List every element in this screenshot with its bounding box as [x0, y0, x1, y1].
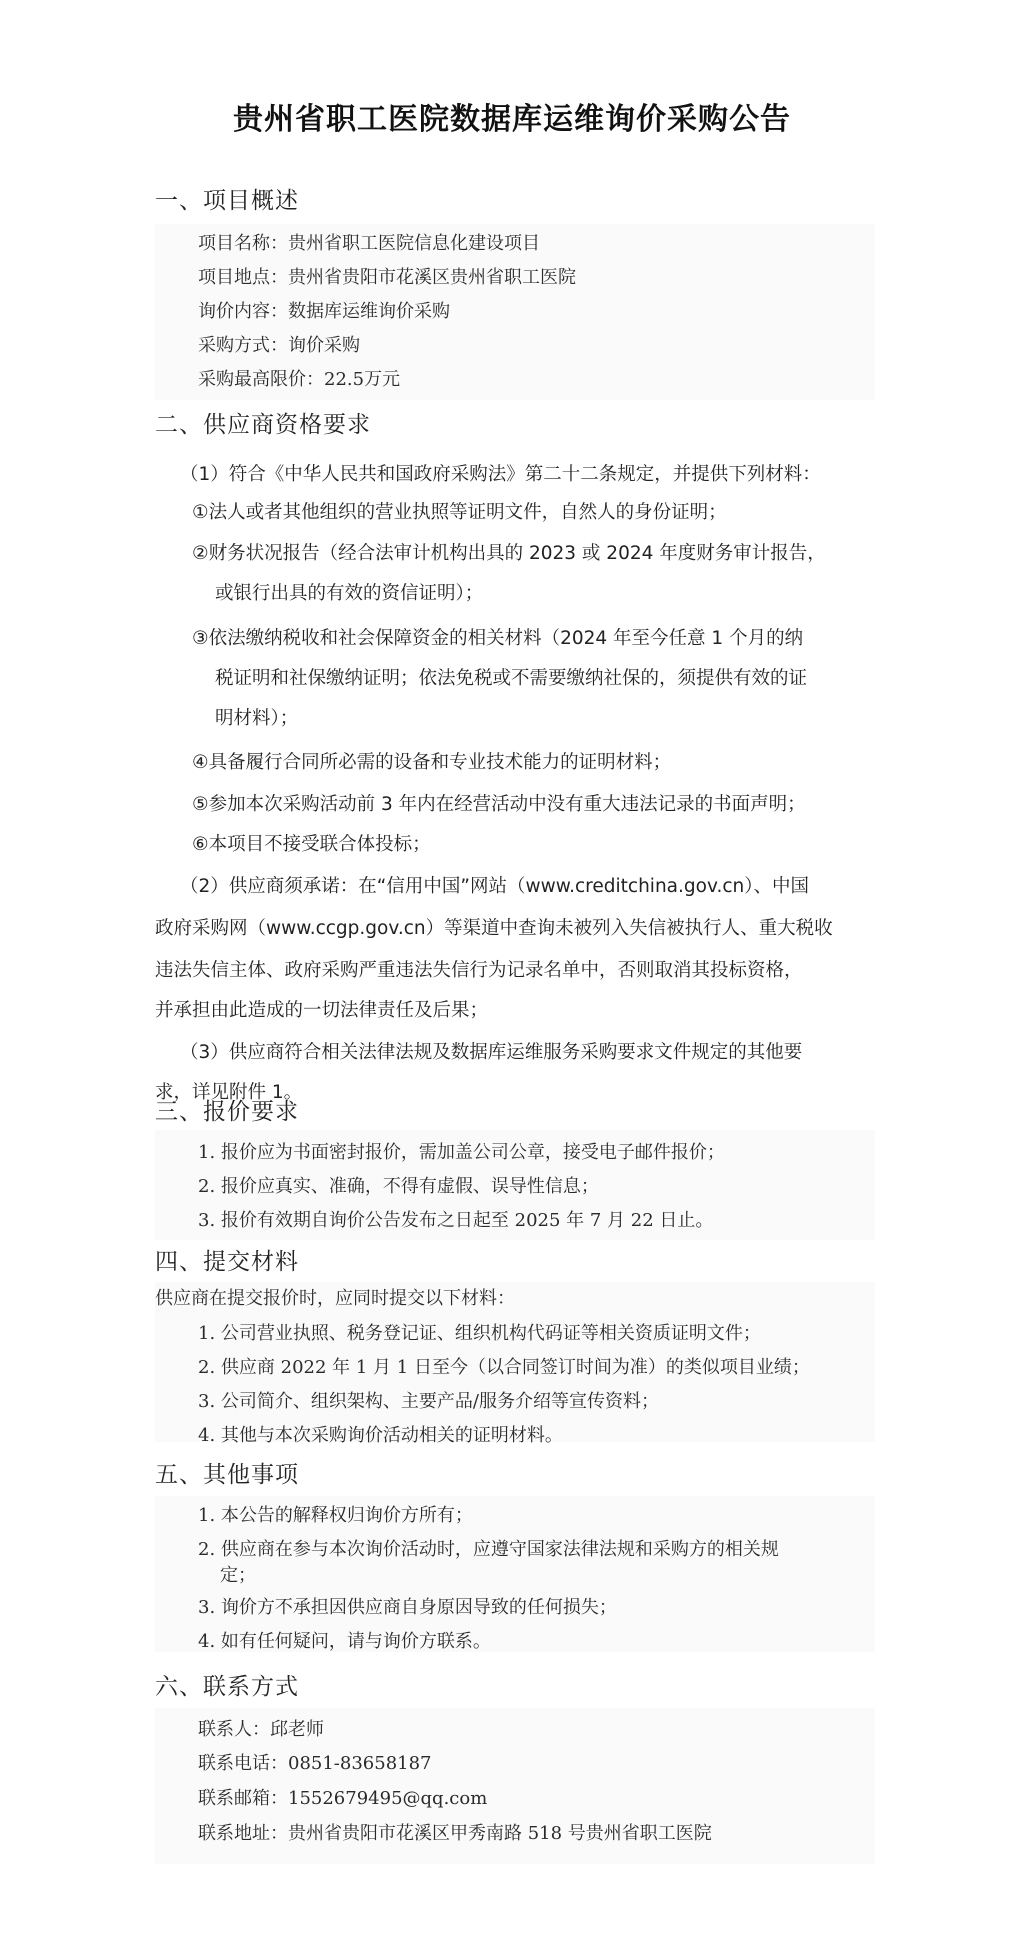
s6-item: 联系邮箱：1552679495@qq.com — [198, 1788, 488, 1809]
s2-sub-item: ③依法缴纳税收和社会保障资金的相关材料（2024 年至今任意 1 个月的纳 — [192, 628, 804, 649]
s6-item: 联系地址：贵州省贵阳市花溪区甲秀南路 518 号贵州省职工医院 — [198, 1823, 712, 1844]
section-4-heading: 四、提交材料 — [155, 1249, 299, 1275]
s2-sub-item: 税证明和社保缴纳证明；依法免税或不需要缴纳社保的，须提供有效的证 — [215, 668, 808, 689]
s1-item: 项目名称：贵州省职工医院信息化建设项目 — [198, 233, 540, 254]
s4-item: 3. 公司简介、组织架构、主要产品/服务介绍等宣传资料； — [198, 1391, 659, 1412]
s2-para-1: （1）符合《中华人民共和国政府采购法》第二十二条规定，并提供下列材料： — [180, 464, 821, 485]
s6-item: 联系人：邱老师 — [198, 1719, 324, 1740]
s2-sub-item: 明材料）； — [215, 708, 299, 729]
section-2-heading: 二、供应商资格要求 — [155, 412, 371, 438]
s2-para-2-line: 并承担由此造成的一切法律责任及后果； — [155, 1000, 489, 1021]
s1-item: 采购方式：询价采购 — [198, 335, 360, 356]
page-title: 贵州省职工医院数据库运维询价采购公告 — [233, 102, 791, 137]
s2-para-3-line: 求，详见附件 1。 — [155, 1082, 303, 1103]
s4-item: 2. 供应商 2022 年 1 月 1 日至今（以合同签订时间为准）的类似项目业绩； — [198, 1357, 810, 1378]
s2-sub-item: ①法人或者其他组织的营业执照等证明文件，自然人的身份证明； — [192, 502, 727, 523]
s1-item: 采购最高限价：22.5万元 — [198, 369, 401, 390]
s3-item: 3. 报价有效期自询价公告发布之日起至 2025 年 7 月 22 日止。 — [198, 1210, 714, 1231]
s5-item: 3. 询价方不承担因供应商自身原因导致的任何损失； — [198, 1597, 617, 1618]
s2-para-2-line: 政府采购网（www.ccgp.gov.cn）等渠道中查询未被列入失信被执行人、重大税收 — [155, 918, 833, 939]
s3-item: 1. 报价应为书面密封报价，需加盖公司公章，接受电子邮件报价； — [198, 1142, 725, 1163]
s4-item: 4. 其他与本次采购询价活动相关的证明材料。 — [198, 1425, 563, 1446]
section-6-heading: 六、联系方式 — [155, 1674, 299, 1700]
s6-item: 联系电话：0851-83658187 — [198, 1753, 432, 1774]
s3-item: 2. 报价应真实、准确，不得有虚假、误导性信息； — [198, 1176, 599, 1197]
s5-item: 2. 供应商在参与本次询价活动时，应遵守国家法律法规和采购方的相关规 — [198, 1539, 779, 1560]
s2-sub-item: ⑥本项目不接受联合体投标； — [192, 834, 431, 855]
section-5-heading: 五、其他事项 — [155, 1462, 299, 1488]
s2-sub-item: ⑤参加本次采购活动前 3 年内在经营活动中没有重大违法记录的书面声明； — [192, 794, 806, 815]
s4-intro: 供应商在提交报价时，应同时提交以下材料： — [155, 1288, 515, 1309]
section-1-heading: 一、项目概述 — [155, 188, 299, 214]
s2-para-2-line: （2）供应商须承诺：在“信用中国”网站（www.creditchina.gov.cn）、中国 — [180, 876, 809, 897]
s5-item: 1. 本公告的解释权归询价方所有； — [198, 1505, 473, 1526]
s2-para-2-line: 违法失信主体、政府采购严重违法失信行为记录名单中，否则取消其投标资格， — [155, 960, 803, 981]
s5-item: 4. 如有任何疑问，请与询价方联系。 — [198, 1631, 491, 1652]
s1-item: 询价内容：数据库运维询价采购 — [198, 301, 450, 322]
section-3-heading: 三、报价要求 — [155, 1099, 299, 1125]
s2-sub-item: ④具备履行合同所必需的设备和专业技术能力的证明材料； — [192, 752, 672, 773]
s1-item: 项目地点：贵州省贵阳市花溪区贵州省职工医院 — [198, 267, 576, 288]
s2-sub-item: ②财务状况报告（经合法审计机构出具的 2023 或 2024 年度财务审计报告， — [192, 543, 826, 564]
s4-item: 1. 公司营业执照、税务登记证、组织机构代码证等相关资质证明文件； — [198, 1323, 761, 1344]
s5-item: 定； — [220, 1565, 256, 1586]
s2-sub-item: 或银行出具的有效的资信证明）； — [215, 583, 484, 604]
s2-para-3-line: （3）供应商符合相关法律法规及数据库运维服务采购要求文件规定的其他要 — [180, 1042, 803, 1063]
